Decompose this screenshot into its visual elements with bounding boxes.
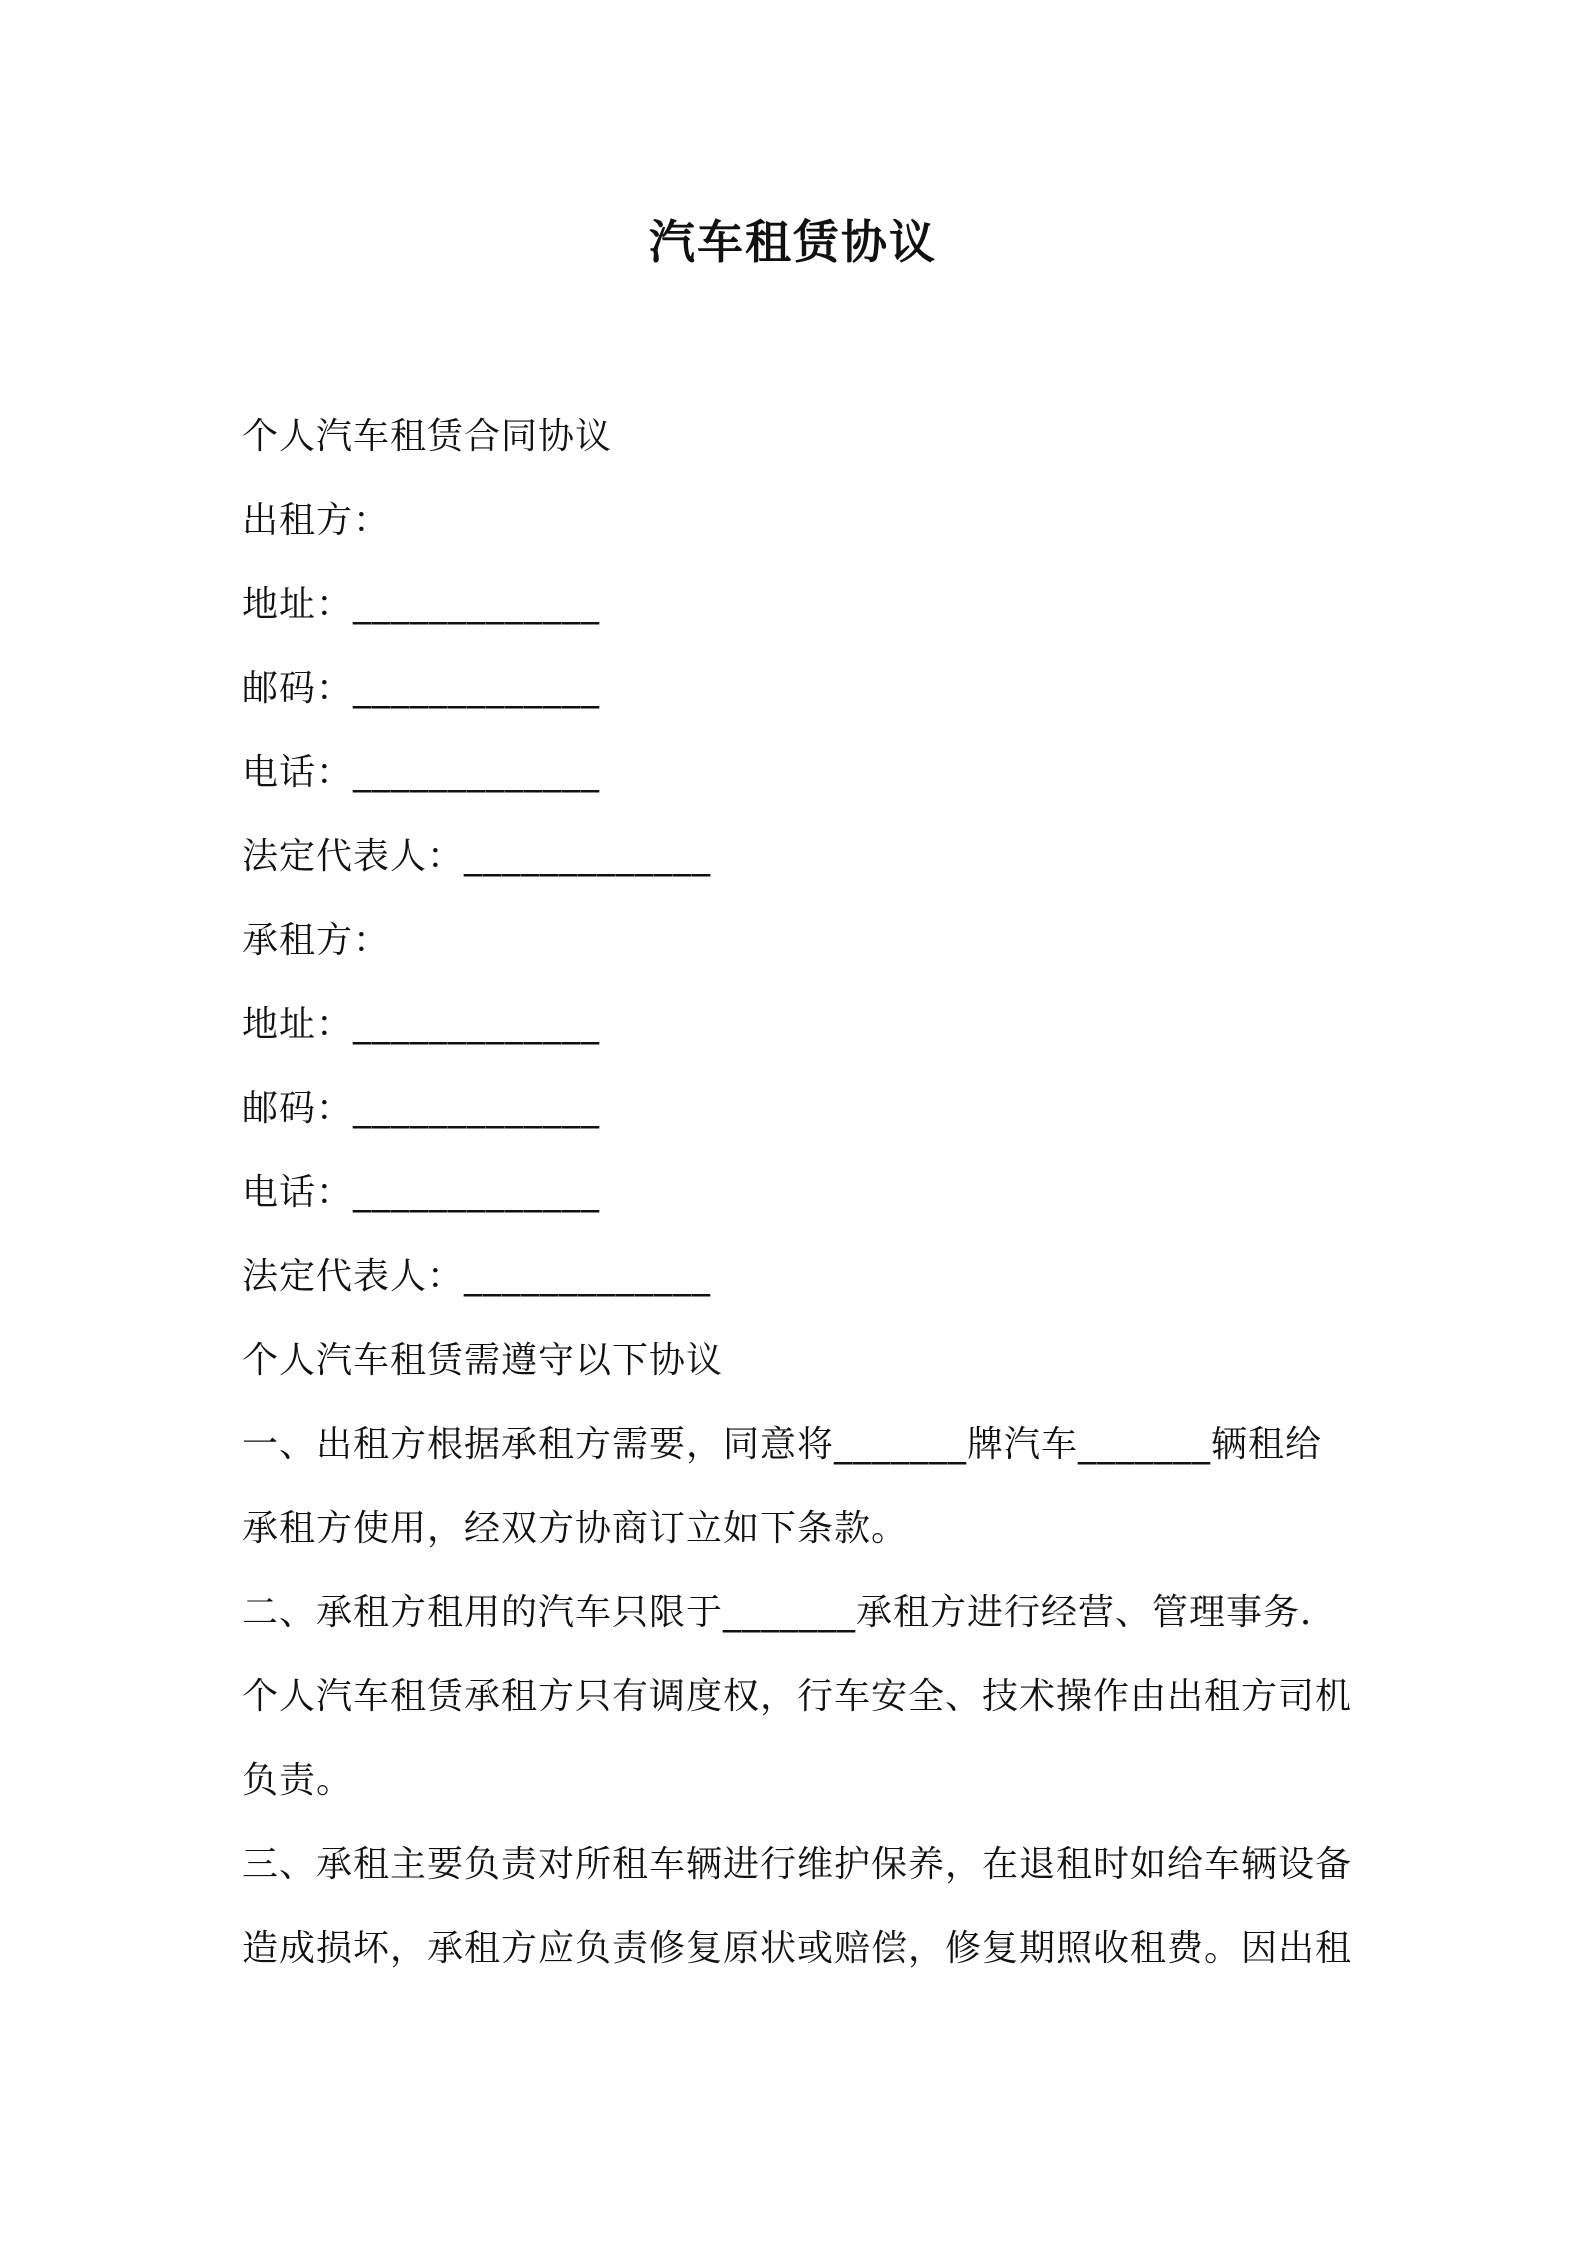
subtitle-line: 个人汽车租赁合同协议 xyxy=(242,416,613,457)
lessee-legal-rep-line: 法定代表人：_____________ xyxy=(242,1256,712,1297)
clause-3-line-1: 三、承租主要负责对所租车辆进行维护保养，在退租时如给车辆设备 xyxy=(242,1844,1353,1885)
lessor-postcode-line: 邮码：_____________ xyxy=(242,668,601,709)
lessee-heading: 承租方： xyxy=(242,920,391,961)
clause-2-line-2: 个人汽车租赁承租方只有调度权，行车安全、技术操作由出租方司机 xyxy=(242,1676,1353,1717)
agreement-intro-line: 个人汽车租赁需遵守以下协议 xyxy=(242,1340,724,1381)
clause-2-line-1: 二、承租方租用的汽车只限于_______承租方进行经营、管理事务． xyxy=(242,1592,1338,1633)
lessee-address-line: 地址：_____________ xyxy=(242,1004,601,1045)
lessor-heading: 出租方： xyxy=(242,500,391,541)
clause-3-line-2: 造成损坏，承租方应负责修复原状或赔偿，修复期照收租费。因出租 xyxy=(242,1928,1353,1969)
document-title: 汽车租赁协议 xyxy=(649,215,937,269)
lessee-postcode-line: 邮码：_____________ xyxy=(242,1088,601,1129)
lessee-phone-line: 电话：_____________ xyxy=(242,1172,601,1213)
clause-2-line-3: 负责。 xyxy=(242,1760,354,1801)
lessor-address-line: 地址：_____________ xyxy=(242,584,601,625)
lessor-legal-rep-line: 法定代表人：_____________ xyxy=(242,836,712,877)
lessor-phone-line: 电话：_____________ xyxy=(242,752,601,793)
clause-1-line-1: 一、出租方根据承租方需要，同意将_______牌汽车_______辆租给 xyxy=(242,1424,1323,1465)
clause-1-line-2: 承租方使用，经双方协商订立如下条款。 xyxy=(242,1508,909,1549)
